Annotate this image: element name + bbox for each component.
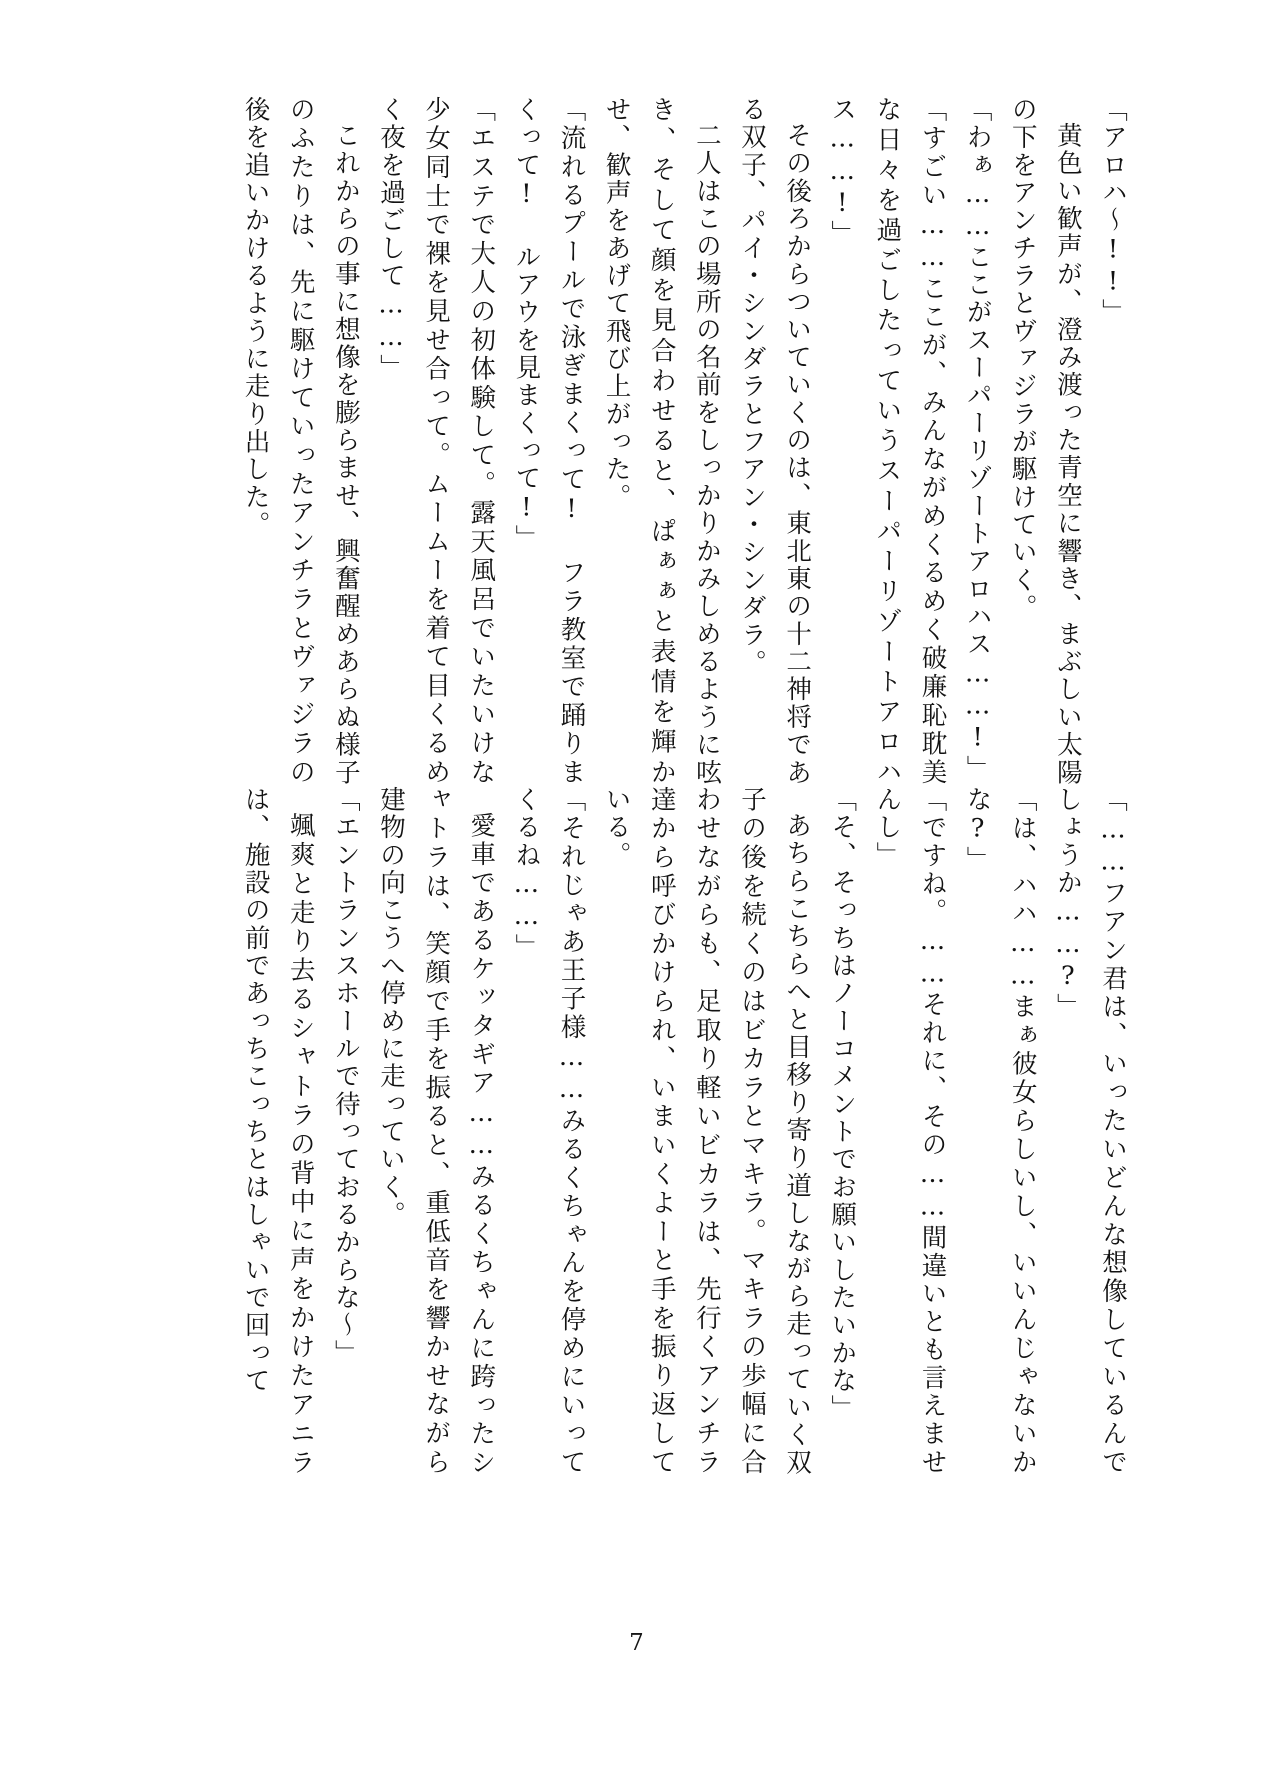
paragraph: 「すごい……ここが、みんながめくるめく破廉恥耽美な日々を過ごしたっていうスーパーリゾートアロハス……!」 — [827, 96, 948, 786]
paragraph: 「は、ハハ……まぁ彼女らしいし、いいんじゃないかな?」 — [962, 786, 1038, 1476]
paragraph: 「わぁ……ここがスーパーリゾートアロハス……!」 — [962, 96, 993, 783]
paragraph: その後ろからついていくのは、東北東の十二神将である双子、パイ・シンダラとフアン・シンダラ。 — [737, 96, 813, 786]
paragraph: 「エステで大人の初体験して。露天風呂でいたいけな少女同士で裸を見せ合って。ムームーを着て目くるめく夜を過ごして……」 — [376, 96, 497, 786]
paragraph: あちらこちらへと目移り寄り道しながら走っていく双子の後を続くのはビカラとマキラ。マキラの歩幅に合わせながらも、足取り軽いビカラは、先行くアンチラ達から呼びかけられ、いまいくよーと手を振り返している。 — [601, 786, 813, 1476]
paragraph: 「……フアン君は、いったいどんな想像しているんでしょうか……?」 — [1052, 786, 1128, 1476]
paragraph: これからの事に想像を膨らませ、興奮醒めあらぬ様子のふたりは、先に駆けていったアンチラとヴァジラの後を追いかけるように走り出した。 — [240, 96, 361, 786]
text-block-lower — [135, 786, 1135, 1476]
paragraph: 颯爽と走り去るシャトラの背中に声をかけたアニラは、施設の前であっちこっちとはしゃいで回って — [240, 786, 316, 1476]
paragraph: 「エントランスホールで待っておるからな〜」 — [330, 786, 361, 1368]
paragraph: 愛車であるケッタギア……みるくちゃんに跨ったシャトラは、笑顔で手を振ると、重低音を響かせながら建物の向こうへ停めに走っていく。 — [376, 786, 497, 1476]
paragraph: 「そ、そっちはノーコメントでお願いしたいかな」 — [827, 786, 858, 1423]
paragraph: 二人はこの場所の名前をしっかりかみしめるように呟き、そして顔を見合わせると、ぱぁぁと表情を輝かせ、歓声をあげて飛び上がった。 — [601, 96, 722, 786]
paragraph: 「それじゃあ王子様……みるくちゃんを停めにいってくるね……」 — [511, 786, 587, 1476]
paragraph: 「アロハ〜!!」 — [1098, 96, 1128, 327]
paragraph: 「流れるプールで泳ぎまくって! フラ教室で踊りまくって! ルアウを見まくって!」 — [511, 96, 587, 786]
paragraph: 「ですね。……それに、その……間違いとも言えませんし」 — [872, 786, 948, 1476]
page-number: 7 — [629, 1630, 644, 1656]
text-block-upper — [135, 96, 1135, 786]
paragraph: 黄色い歓声が、澄み渡った青空に響き、まぶしい太陽の下をアンチラとヴァジラが駆けていく。 — [1007, 96, 1083, 786]
